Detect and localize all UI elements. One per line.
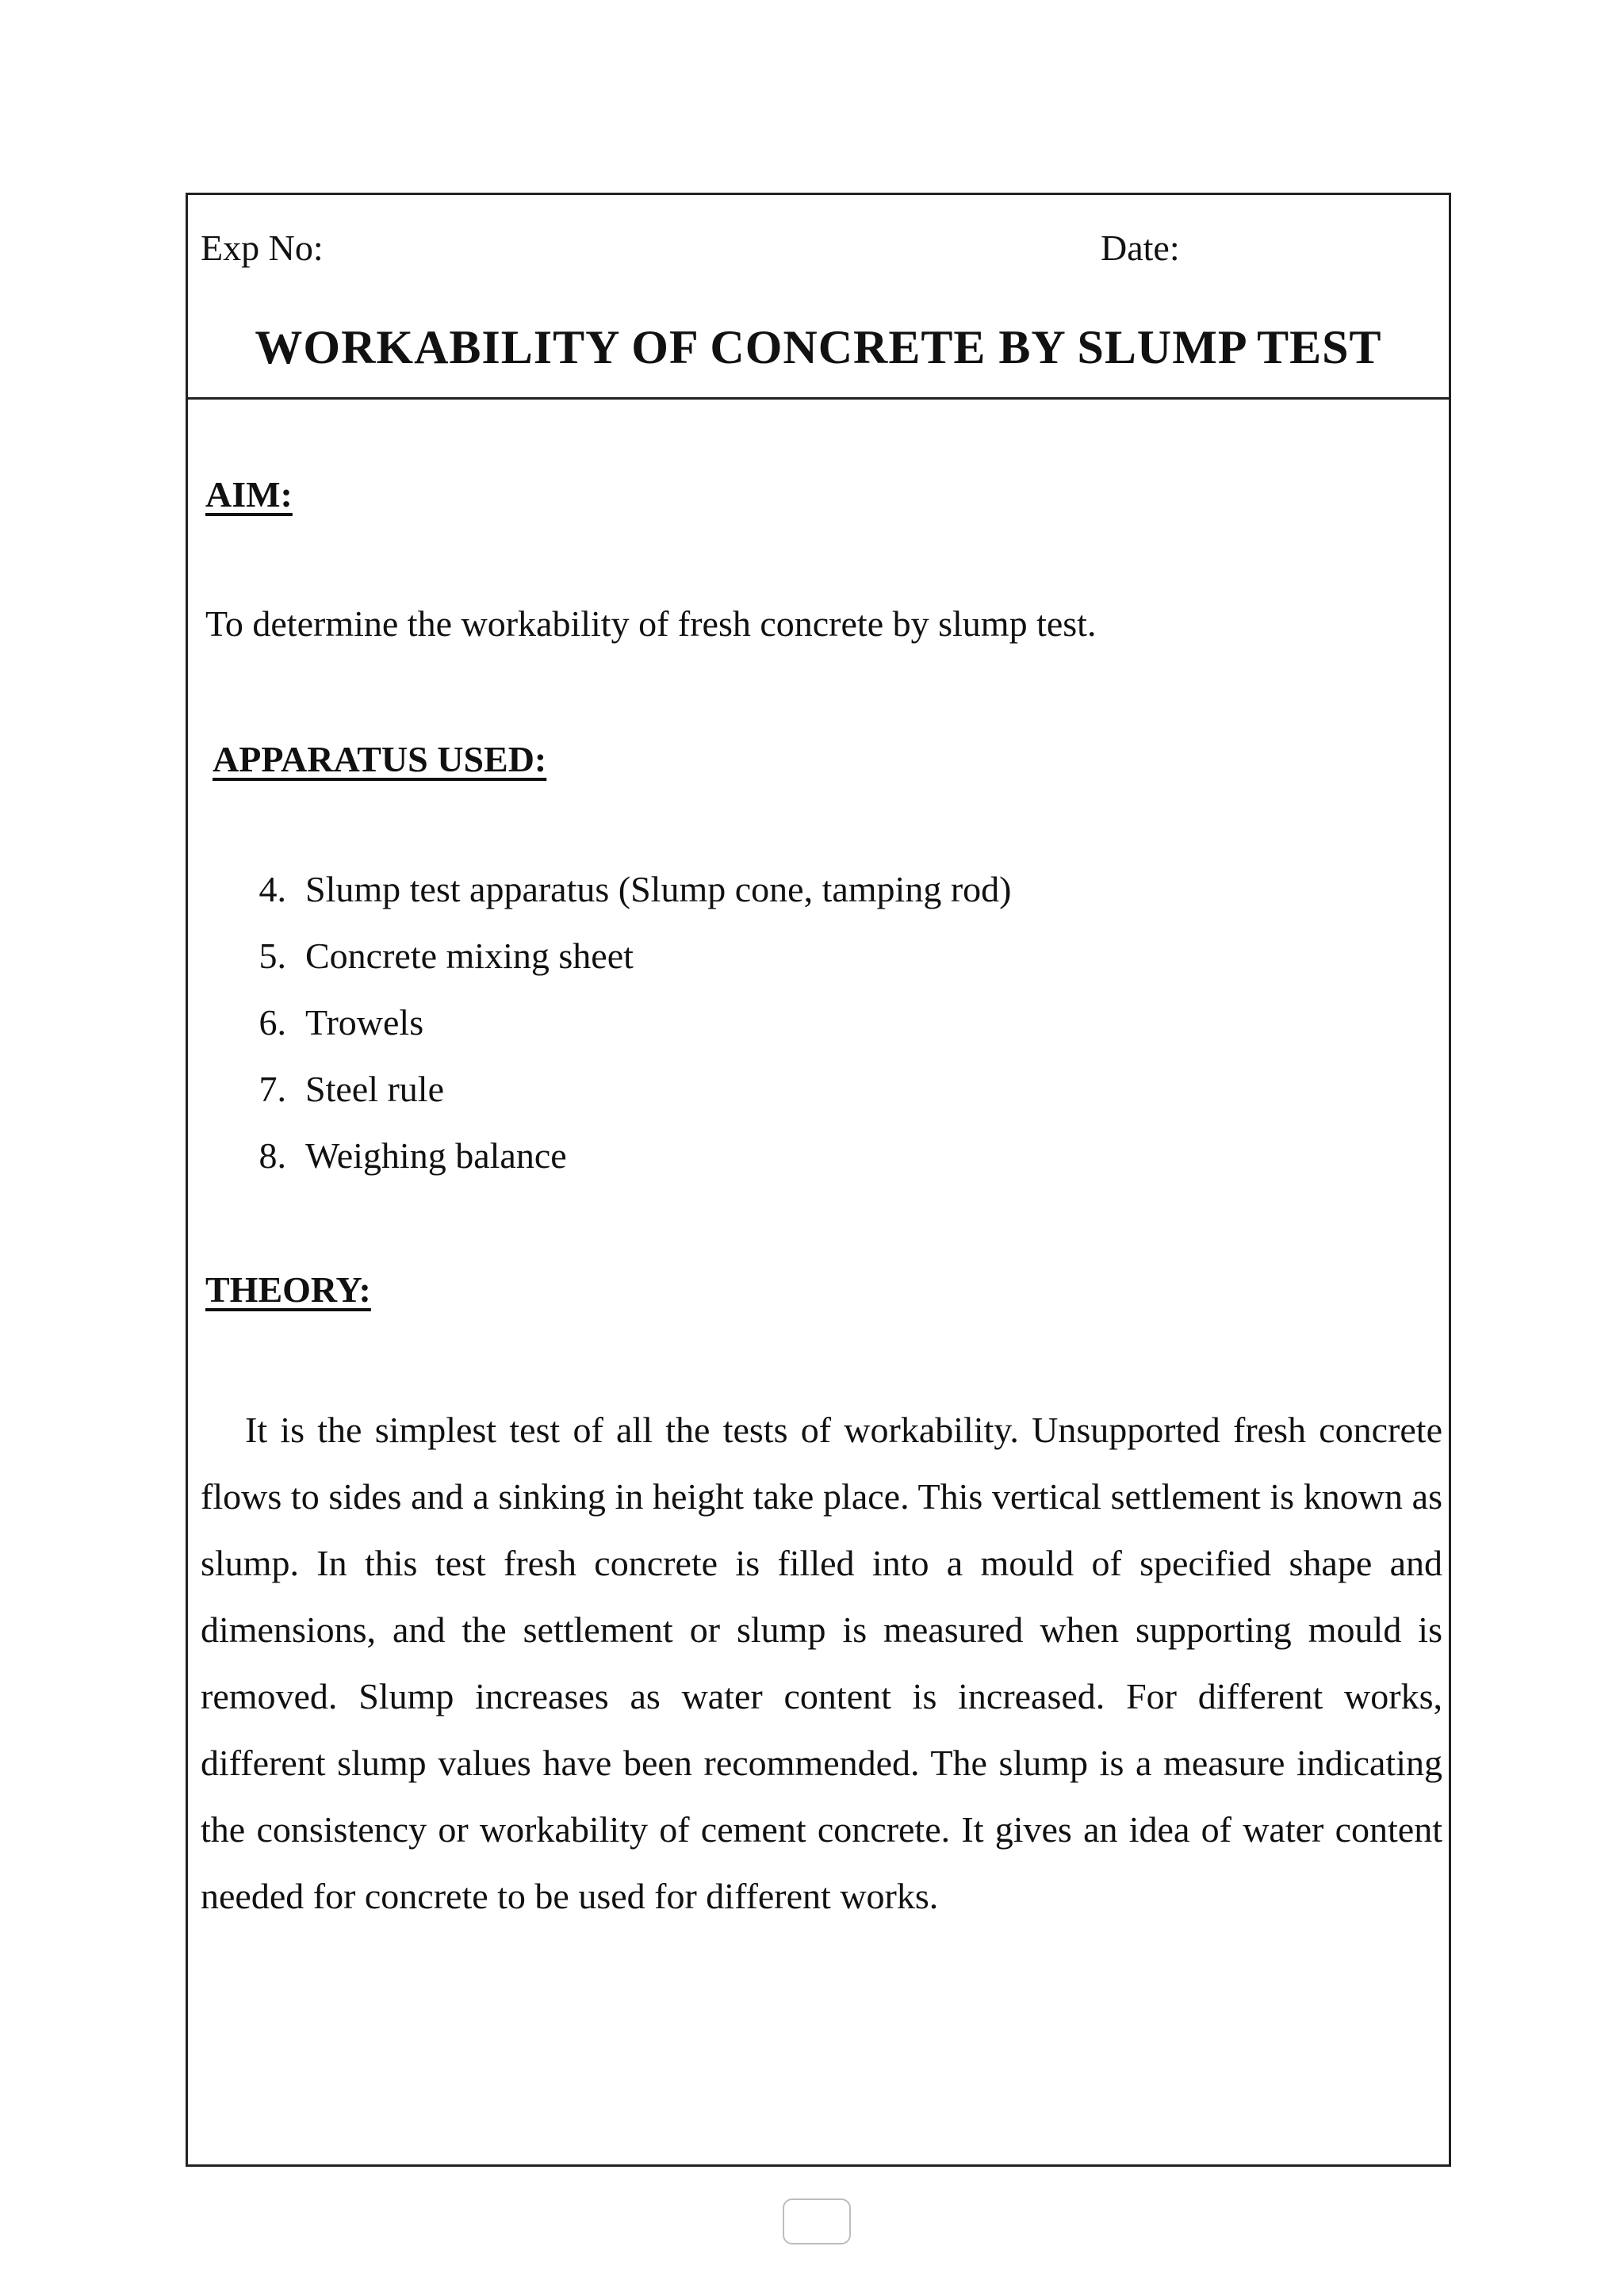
- theory-heading: THEORY:: [205, 1269, 371, 1310]
- list-item-text: Concrete mixing sheet: [305, 936, 634, 976]
- page-title: WORKABILITY OF CONCRETE BY SLUMP TEST: [255, 321, 1382, 373]
- experiment-sheet: [186, 193, 1451, 2167]
- list-item-number: 8.: [259, 1135, 286, 1176]
- list-item-number: 4.: [259, 869, 286, 909]
- list-item-number: 6.: [259, 1002, 286, 1043]
- list-item-text: Steel rule: [305, 1069, 444, 1109]
- date-label: Date:: [1101, 228, 1180, 268]
- list-item-text: Weighing balance: [305, 1135, 567, 1176]
- apparatus-heading: APPARATUS USED:: [213, 739, 547, 779]
- list-item-text: Slump test apparatus (Slump cone, tamping rod): [305, 869, 1012, 909]
- page-number-tab: [783, 2198, 851, 2244]
- list-item-number: 5.: [259, 936, 286, 976]
- theory-paragraph: It is the simplest test of all the tests of workability. Unsupported fresh concrete flows to sides and a sinking in height take place. This vertical settlement is known as slump. In this test fresh concrete is filled into a mould of specified shape and dimensions, and the settlement or slump is measured when supporting mould is removed. Slump increases as water content is increased. For different works, different slump values have been recommended. The slump is a measure indicating the consistency or workability of cement concrete. It gives an idea of water content needed for concrete to be used for different works.: [201, 1410, 1442, 1916]
- sheet-header: [188, 195, 1449, 400]
- aim-text: To determine the workability of fresh concrete by slump test.: [205, 603, 1097, 644]
- aim-heading: AIM:: [205, 474, 293, 515]
- list-item-text: Trowels: [305, 1002, 424, 1043]
- list-item-number: 7.: [259, 1069, 286, 1109]
- exp-no-label: Exp No:: [201, 228, 324, 268]
